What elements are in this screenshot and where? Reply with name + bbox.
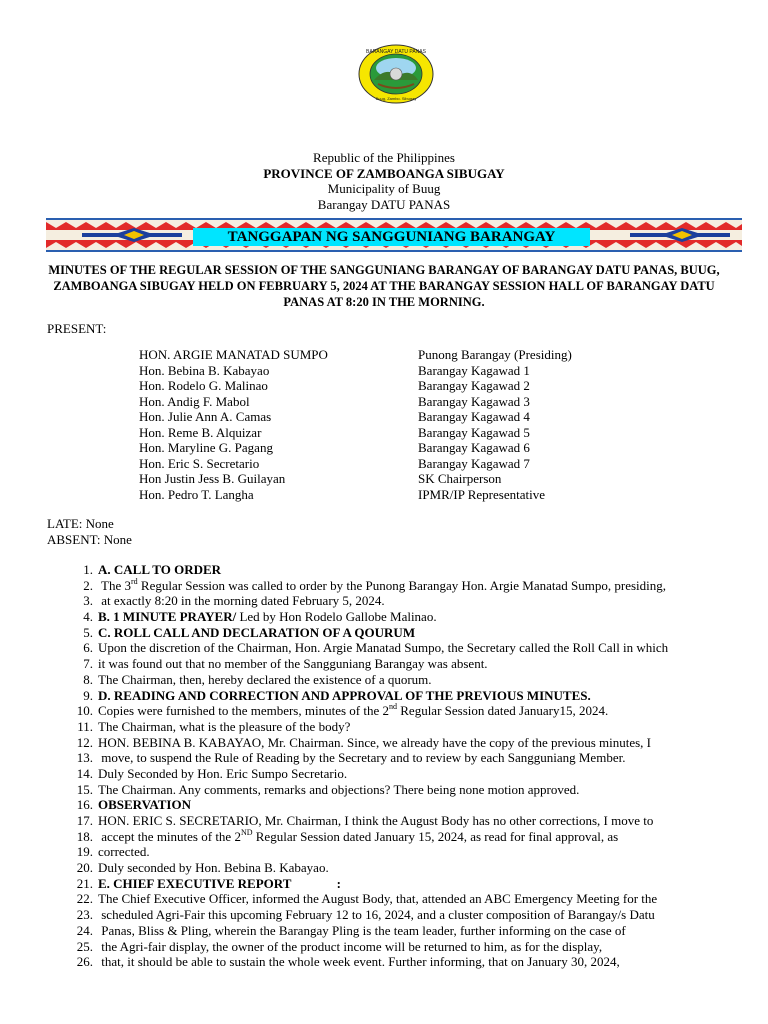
line-text-part: Regular Session dated January15, 2024. [397,703,609,719]
attendee-position: Barangay Kagawad 7 [418,455,530,471]
ordinal-superscript: ND [240,827,253,837]
line-text-part: it was found out that no member of the Sangguniang Barangay was absent. [98,656,488,672]
attendee-row [139,456,678,472]
attendee-name: Hon. Julie Ann A. Camas [139,409,272,424]
line-text [93,860,329,876]
line-number: 14. [76,765,93,781]
attendee-position: IPMR/IP Representative [418,486,545,502]
minutes-line [60,813,750,829]
line-number: 13. [76,750,93,766]
seal-text-bottom: Buug, Zambo. Sibugay [375,96,417,101]
line-number: 21. [76,875,93,891]
line-number: 22. [76,891,93,907]
attendee-position: Punong Barangay (Presiding) [418,347,572,362]
line-number: 4. [83,609,93,625]
line-text [93,640,668,656]
line-text [93,735,651,751]
minutes-line [60,609,750,625]
present-label: PRESENT: [47,321,107,336]
line-text-part: Upon the discretion of the Chairman, Hon. Argie Manatad Sumpo, the Secretary called the Roll Call in which [98,640,669,656]
minutes-line [60,750,750,766]
attendee-row [139,471,678,487]
late-absent-block [47,516,132,547]
minutes-line [60,735,750,751]
attendee-name: Hon. Andig F. Mabol [139,393,250,409]
line-text-part: that, it should be able to sustain the whole week event. Further informing, that on January 30, 2024, [98,954,620,970]
line-number: 26. [76,954,93,970]
header-province: PROVINCE OF ZAMBOANGA SIBUGAY [263,165,505,181]
line-number: 7. [83,656,93,672]
attendee-name: Hon. Rodelo G. Malinao [139,378,268,393]
line-text [93,578,666,594]
attendee-row [139,487,678,503]
line-text [93,703,608,719]
attendee-row [139,378,678,394]
line-text-part: B. 1 MINUTE PRAYER/ [98,609,237,625]
attendee-position: Barangay Kagawad 1 [418,362,530,378]
line-text-part: accept the minutes of the 2 [98,828,241,844]
line-number: 11. [77,718,93,734]
minutes-line [60,578,750,594]
line-number: 16. [76,797,93,813]
attendee-position: Barangay Kagawad 6 [418,440,530,455]
minutes-line [60,688,750,704]
line-text-part: A. CALL TO ORDER [98,562,222,577]
line-text [93,907,655,923]
line-text [93,593,385,609]
line-text [93,719,350,735]
line-text [93,672,432,688]
absent-line: ABSENT: None [47,531,132,547]
line-text-part: The Chairman. Any comments, remarks and objections? There being none motion approved. [98,781,580,797]
minutes-title: MINUTES OF THE REGULAR SESSION OF THE SANGGUNIANG BARANGAY OF BARANGAY DATU PANAS, BUUG, ZAMBOANGA SIBUGAY HELD ON FEBRUARY 5, 2024 AT THE BARANGAY SESSION HALL OF BARANGAY DATU PANAS AT 8:20 IN THE MORNING. [48,263,720,309]
line-text-part: at exactly 8:20 in the morning dated February 5, 2024. [98,593,385,609]
line-text-part: Copies were furnished to the members, minutes of the 2 [98,703,389,719]
attendee-name: HON. ARGIE MANATAD SUMPO [139,347,328,362]
attendee-position: Barangay Kagawad 5 [418,424,530,440]
minutes-line [60,939,750,955]
header-barangay: Barangay DATU PANAS [317,196,451,212]
barangay-seal-logo [358,44,434,104]
minutes-line [60,829,750,845]
line-text-part: Regular Session dated January 15, 2024, as read for final approval, as [252,828,619,844]
minutes-line [60,797,750,813]
line-text [93,891,657,907]
late-line: LATE: None [47,516,114,531]
line-text [93,625,415,641]
header-municipality: Municipality of Buug [327,181,441,196]
line-text [93,939,602,955]
line-text [93,829,618,845]
line-number: 19. [76,844,93,860]
minutes-line [60,625,750,641]
line-text [93,876,341,892]
line-text-part: HON. BEBINA B. KABAYAO, Mr. Chairman. Since, we already have the copy of the previous minutes, I [98,734,652,750]
line-text-part: move, to suspend the Rule of Reading by the Secretary and to review by each Sangguniang Member. [98,750,626,766]
attendee-position: Barangay Kagawad 4 [418,409,530,424]
line-text [93,782,579,798]
minutes-line [60,593,750,609]
line-text-part: The Chief Executive Officer, informed the August Body, that, attended an ABC Emergency Meeting for the [98,891,658,907]
ordinal-superscript: nd [389,702,397,712]
header-republic: Republic of the Philippines [313,150,455,165]
line-number: 3. [83,593,93,609]
minutes-line [60,860,750,876]
minutes-body [60,562,750,970]
line-text-part: Duly Seconded by Hon. Eric Sumpo Secretario. [98,765,348,781]
attendee-name: Hon. Bebina B. Kabayao [139,362,270,378]
attendee-position: Barangay Kagawad 3 [418,393,530,409]
minutes-line [60,907,750,923]
line-number: 8. [83,671,93,687]
attendee-position: SK Chairperson [418,471,502,486]
minutes-line [60,703,750,719]
line-text-part: D. READING AND CORRECTION AND APPROVAL OF THE PREVIOUS MINUTES. [98,687,591,703]
line-text [93,844,150,860]
minutes-line [60,562,750,578]
line-text-part: E. CHIEF EXECUTIVE REPORT : [98,875,341,891]
minutes-line [60,954,750,970]
line-text [93,656,488,672]
minutes-line [60,782,750,798]
attendee-row [139,440,678,456]
line-text-part: HON. ERIC S. SECRETARIO, Mr. Chairman, I think the August Body has no other corrections, I move to [98,813,654,828]
line-text-part: Panas, Bliss & Pling, wherein the Barangay Pling is the team leader, further informing on the case of [98,922,626,938]
attendee-name: Hon. Maryline G. Pagang [139,440,273,455]
line-number: 24. [76,922,93,938]
attendee-position: Barangay Kagawad 2 [418,378,530,393]
line-text [93,688,591,704]
minutes-line [60,656,750,672]
attendee-name: Hon Justin Jess B. Guilayan [139,471,286,486]
line-text-part: C. ROLL CALL AND DECLARATION OF A QOURUM [98,624,416,640]
attendee-row [139,347,678,363]
line-number: 15. [76,781,93,797]
line-text [93,797,191,813]
line-text [93,750,625,766]
line-number: 17. [76,813,93,828]
line-text-part: the Agri-fair display, the owner of the product income will be returned to him, as for the display, [98,938,603,954]
attendee-name: Hon. Eric S. Secretario [139,455,260,471]
minutes-line [60,672,750,688]
minutes-line [60,719,750,735]
line-text [93,562,221,578]
attendee-row [139,409,678,425]
document-header [0,150,768,212]
ordinal-superscript: rd [130,576,138,586]
line-text [93,609,437,625]
line-number: 9. [83,687,93,703]
line-text-part: Led by Hon Rodelo Gallobe Malinao. [236,609,437,625]
line-text-part: OBSERVATION [98,797,191,813]
line-text-part: The Chairman, then, hereby declared the existence of a quorum. [98,671,432,687]
line-number: 20. [76,860,93,876]
line-number: 2. [83,577,93,593]
line-text-part: Regular Session was called to order by the Punong Barangay Hon. Argie Manatad Sumpo, presiding, [137,577,666,593]
line-number: 18. [76,828,93,844]
line-number: 25. [76,938,93,954]
line-text [93,813,653,829]
office-title: TANGGAPAN NG SANGGUNIANG BARANGAY [193,228,590,246]
minutes-line [60,844,750,860]
minutes-line [60,766,750,782]
attendee-name: Hon. Pedro T. Langha [139,486,254,502]
line-number: 1. [83,562,93,577]
attendee-row [139,425,678,441]
minutes-line [60,891,750,907]
attendance-list [139,347,678,502]
line-number: 5. [83,624,93,640]
minutes-line [60,640,750,656]
minutes-line [60,876,750,892]
attendee-row [139,363,678,379]
line-text [93,766,347,782]
line-text [93,954,620,970]
line-text-part: Duly seconded by Hon. Bebina B. Kabayao. [98,860,329,876]
line-number: 23. [76,907,93,923]
line-number: 6. [83,640,93,656]
attendee-name: Hon. Reme B. Alquizar [139,424,262,440]
line-number: 10. [76,703,93,719]
minutes-line [60,923,750,939]
line-number: 12. [76,734,93,750]
line-text-part: corrected. [98,844,150,860]
line-text-part: scheduled Agri-Fair this upcoming February 12 to 16, 2024, and a cluster composition of Barangay/s Datu [98,907,655,923]
line-text-part: The Chairman, what is the pleasure of the body? [98,718,351,734]
line-text-part: The 3 [98,577,131,593]
seal-text: BARANGAY DATU PANAS [366,49,426,55]
attendee-row [139,394,678,410]
line-text [93,923,626,939]
